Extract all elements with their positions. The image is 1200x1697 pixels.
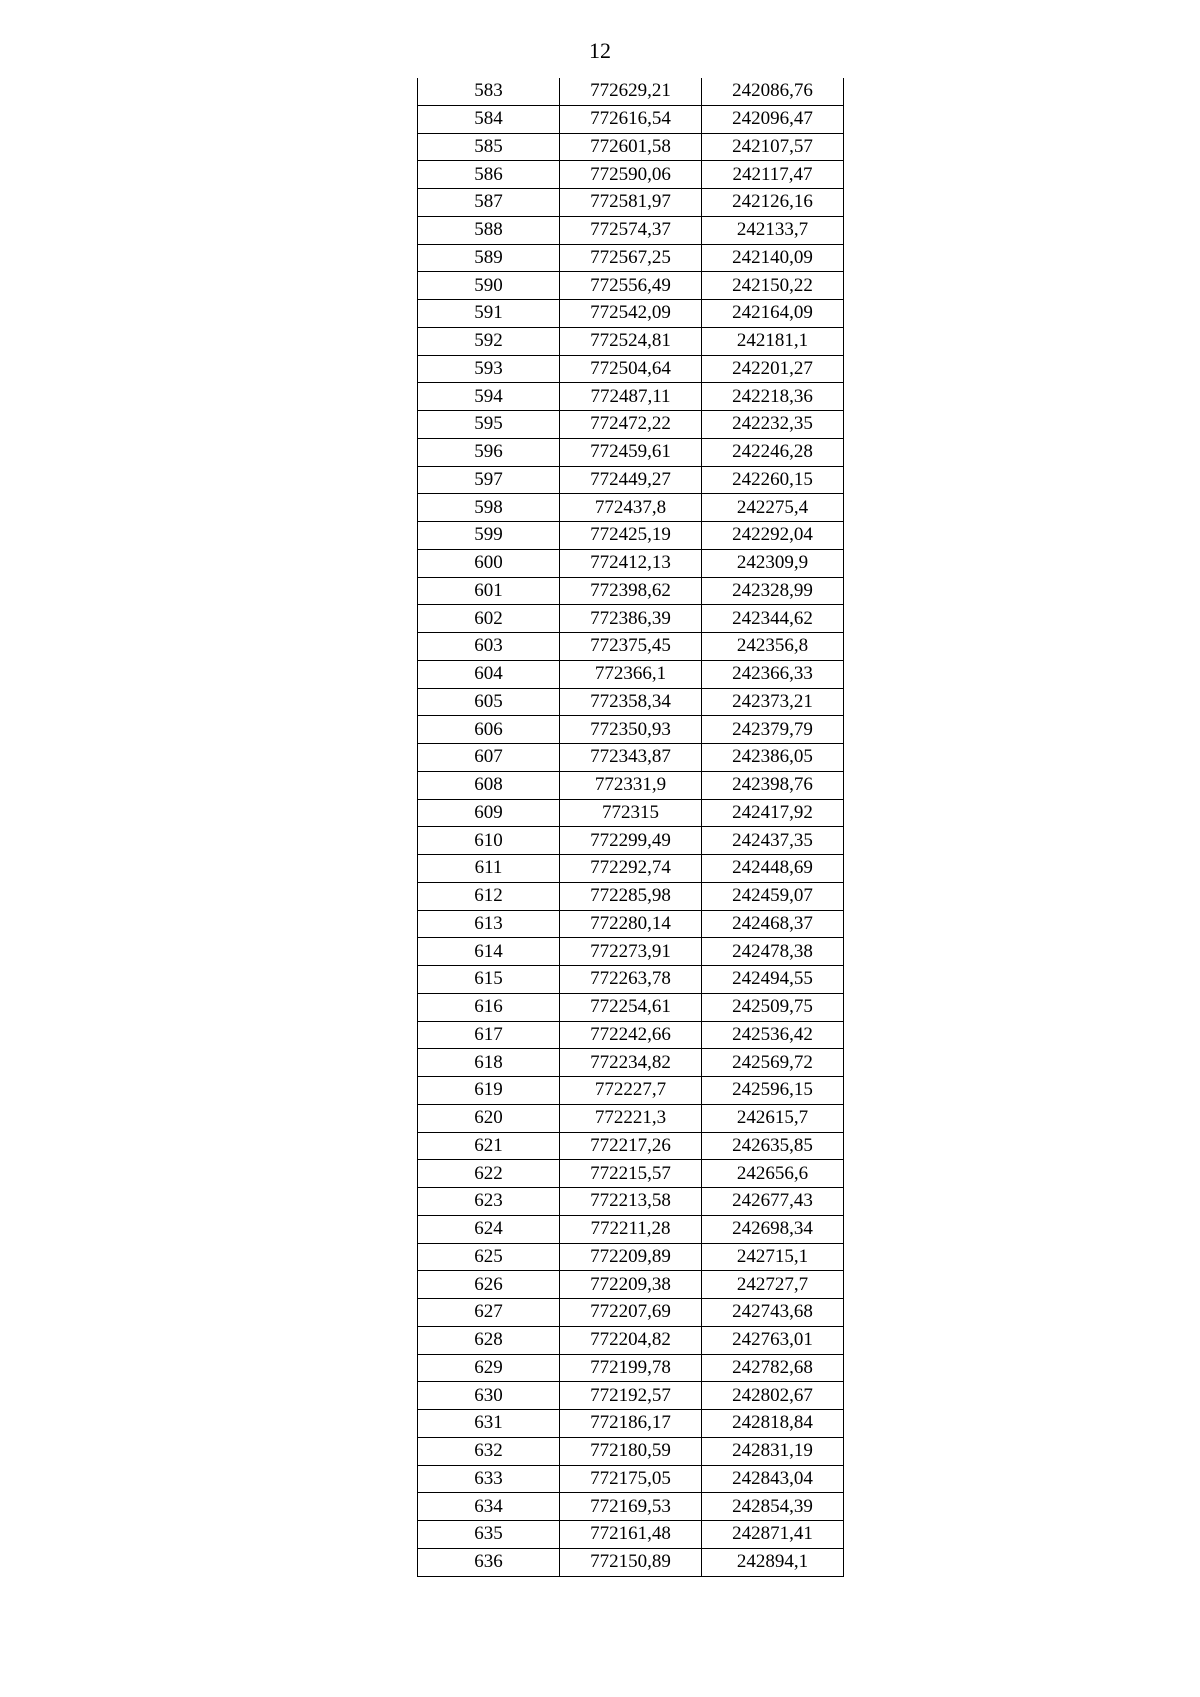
table-row — [418, 549, 844, 577]
x-coordinate-cell: 772472,22 — [560, 411, 702, 439]
x-coordinate-cell: 772280,14 — [560, 910, 702, 938]
table-row — [418, 1271, 844, 1299]
x-coordinate-cell: 772234,82 — [560, 1049, 702, 1077]
table-row — [418, 1382, 844, 1410]
x-coordinate-cell: 772437,8 — [560, 494, 702, 522]
point-number-cell: 611 — [418, 855, 560, 883]
point-number-cell: 610 — [418, 827, 560, 855]
y-coordinate-cell: 242344,62 — [702, 605, 844, 633]
x-coordinate-cell: 772221,3 — [560, 1104, 702, 1132]
x-coordinate-cell: 772180,59 — [560, 1437, 702, 1465]
y-coordinate-cell: 242743,68 — [702, 1299, 844, 1327]
table-row — [418, 910, 844, 938]
x-coordinate-cell: 772242,66 — [560, 1021, 702, 1049]
x-coordinate-cell: 772285,98 — [560, 882, 702, 910]
y-coordinate-cell: 242126,16 — [702, 189, 844, 217]
point-number-cell: 620 — [418, 1104, 560, 1132]
x-coordinate-cell: 772227,7 — [560, 1077, 702, 1105]
table-row — [418, 799, 844, 827]
point-number-cell: 614 — [418, 938, 560, 966]
y-coordinate-cell: 242309,9 — [702, 549, 844, 577]
table-row — [418, 1410, 844, 1438]
table-row — [418, 383, 844, 411]
point-number-cell: 599 — [418, 522, 560, 550]
y-coordinate-cell: 242459,07 — [702, 882, 844, 910]
y-coordinate-cell: 242715,1 — [702, 1243, 844, 1271]
y-coordinate-cell: 242677,43 — [702, 1188, 844, 1216]
point-number-cell: 626 — [418, 1271, 560, 1299]
table-row — [418, 605, 844, 633]
y-coordinate-cell: 242802,67 — [702, 1382, 844, 1410]
y-coordinate-cell: 242635,85 — [702, 1132, 844, 1160]
point-number-cell: 585 — [418, 133, 560, 161]
y-coordinate-cell: 242086,76 — [702, 78, 844, 105]
point-number-cell: 593 — [418, 355, 560, 383]
x-coordinate-cell: 772254,61 — [560, 993, 702, 1021]
x-coordinate-cell: 772150,89 — [560, 1548, 702, 1576]
point-number-cell: 589 — [418, 244, 560, 272]
point-number-cell: 586 — [418, 161, 560, 189]
point-number-cell: 624 — [418, 1215, 560, 1243]
y-coordinate-cell: 242596,15 — [702, 1077, 844, 1105]
point-number-cell: 618 — [418, 1049, 560, 1077]
y-coordinate-cell: 242292,04 — [702, 522, 844, 550]
point-number-cell: 590 — [418, 272, 560, 300]
y-coordinate-cell: 242164,09 — [702, 300, 844, 328]
point-number-cell: 584 — [418, 105, 560, 133]
y-coordinate-cell: 242727,7 — [702, 1271, 844, 1299]
point-number-cell: 619 — [418, 1077, 560, 1105]
table-row — [418, 577, 844, 605]
y-coordinate-cell: 242615,7 — [702, 1104, 844, 1132]
x-coordinate-cell: 772567,25 — [560, 244, 702, 272]
point-number-cell: 608 — [418, 771, 560, 799]
point-number-cell: 583 — [418, 78, 560, 105]
point-number-cell: 622 — [418, 1160, 560, 1188]
table-row — [418, 744, 844, 772]
x-coordinate-cell: 772273,91 — [560, 938, 702, 966]
y-coordinate-cell: 242107,57 — [702, 133, 844, 161]
point-number-cell: 596 — [418, 438, 560, 466]
x-coordinate-cell: 772350,93 — [560, 716, 702, 744]
table-row — [418, 438, 844, 466]
y-coordinate-cell: 242201,27 — [702, 355, 844, 383]
x-coordinate-cell: 772192,57 — [560, 1382, 702, 1410]
y-coordinate-cell: 242366,33 — [702, 660, 844, 688]
point-number-cell: 607 — [418, 744, 560, 772]
table-row — [418, 1160, 844, 1188]
table-row — [418, 1437, 844, 1465]
table-row — [418, 1021, 844, 1049]
page-number: 12 — [589, 38, 611, 63]
table-row — [418, 1215, 844, 1243]
x-coordinate-cell: 772211,28 — [560, 1215, 702, 1243]
table-row — [418, 411, 844, 439]
x-coordinate-cell: 772504,64 — [560, 355, 702, 383]
x-coordinate-cell: 772209,89 — [560, 1243, 702, 1271]
table-row — [418, 466, 844, 494]
x-coordinate-cell: 772629,21 — [560, 78, 702, 105]
table-row — [418, 827, 844, 855]
x-coordinate-cell: 772204,82 — [560, 1326, 702, 1354]
y-coordinate-cell: 242133,7 — [702, 216, 844, 244]
coordinates-table — [417, 78, 844, 1577]
y-coordinate-cell: 242468,37 — [702, 910, 844, 938]
point-number-cell: 623 — [418, 1188, 560, 1216]
point-number-cell: 598 — [418, 494, 560, 522]
y-coordinate-cell: 242437,35 — [702, 827, 844, 855]
y-coordinate-cell: 242843,04 — [702, 1465, 844, 1493]
table-row — [418, 78, 844, 105]
x-coordinate-cell: 772292,74 — [560, 855, 702, 883]
x-coordinate-cell: 772199,78 — [560, 1354, 702, 1382]
x-coordinate-cell: 772263,78 — [560, 966, 702, 994]
x-coordinate-cell: 772556,49 — [560, 272, 702, 300]
y-coordinate-cell: 242096,47 — [702, 105, 844, 133]
table-row — [418, 327, 844, 355]
table-row — [418, 1299, 844, 1327]
point-number-cell: 595 — [418, 411, 560, 439]
x-coordinate-cell: 772213,58 — [560, 1188, 702, 1216]
table-row — [418, 1465, 844, 1493]
y-coordinate-cell: 242275,4 — [702, 494, 844, 522]
x-coordinate-cell: 772299,49 — [560, 827, 702, 855]
table-row — [418, 1326, 844, 1354]
y-coordinate-cell: 242536,42 — [702, 1021, 844, 1049]
point-number-cell: 625 — [418, 1243, 560, 1271]
point-number-cell: 636 — [418, 1548, 560, 1576]
table-row — [418, 189, 844, 217]
point-number-cell: 634 — [418, 1493, 560, 1521]
x-coordinate-cell: 772601,58 — [560, 133, 702, 161]
y-coordinate-cell: 242698,34 — [702, 1215, 844, 1243]
y-coordinate-cell: 242140,09 — [702, 244, 844, 272]
point-number-cell: 587 — [418, 189, 560, 217]
table-row — [418, 1521, 844, 1549]
x-coordinate-cell: 772449,27 — [560, 466, 702, 494]
point-number-cell: 630 — [418, 1382, 560, 1410]
x-coordinate-cell: 772386,39 — [560, 605, 702, 633]
y-coordinate-cell: 242246,28 — [702, 438, 844, 466]
x-coordinate-cell: 772161,48 — [560, 1521, 702, 1549]
table-row — [418, 993, 844, 1021]
point-number-cell: 606 — [418, 716, 560, 744]
point-number-cell: 588 — [418, 216, 560, 244]
table-row — [418, 1188, 844, 1216]
y-coordinate-cell: 242417,92 — [702, 799, 844, 827]
x-coordinate-cell: 772366,1 — [560, 660, 702, 688]
table-row — [418, 522, 844, 550]
table-row — [418, 1049, 844, 1077]
x-coordinate-cell: 772215,57 — [560, 1160, 702, 1188]
table-row — [418, 272, 844, 300]
y-coordinate-cell: 242854,39 — [702, 1493, 844, 1521]
point-number-cell: 592 — [418, 327, 560, 355]
table-row — [418, 355, 844, 383]
point-number-cell: 609 — [418, 799, 560, 827]
point-number-cell: 597 — [418, 466, 560, 494]
x-coordinate-cell: 772375,45 — [560, 633, 702, 661]
point-number-cell: 632 — [418, 1437, 560, 1465]
x-coordinate-cell: 772315 — [560, 799, 702, 827]
y-coordinate-cell: 242448,69 — [702, 855, 844, 883]
y-coordinate-cell: 242831,19 — [702, 1437, 844, 1465]
x-coordinate-cell: 772542,09 — [560, 300, 702, 328]
table-row — [418, 716, 844, 744]
point-number-cell: 613 — [418, 910, 560, 938]
point-number-cell: 602 — [418, 605, 560, 633]
y-coordinate-cell: 242818,84 — [702, 1410, 844, 1438]
y-coordinate-cell: 242782,68 — [702, 1354, 844, 1382]
point-number-cell: 603 — [418, 633, 560, 661]
table-row — [418, 1077, 844, 1105]
y-coordinate-cell: 242260,15 — [702, 466, 844, 494]
table-row — [418, 216, 844, 244]
point-number-cell: 612 — [418, 882, 560, 910]
y-coordinate-cell: 242150,22 — [702, 272, 844, 300]
table-row — [418, 660, 844, 688]
table-row — [418, 938, 844, 966]
y-coordinate-cell: 242181,1 — [702, 327, 844, 355]
point-number-cell: 615 — [418, 966, 560, 994]
y-coordinate-cell: 242763,01 — [702, 1326, 844, 1354]
table-row — [418, 966, 844, 994]
table-row — [418, 1104, 844, 1132]
point-number-cell: 621 — [418, 1132, 560, 1160]
x-coordinate-cell: 772524,81 — [560, 327, 702, 355]
point-number-cell: 627 — [418, 1299, 560, 1327]
x-coordinate-cell: 772175,05 — [560, 1465, 702, 1493]
y-coordinate-cell: 242218,36 — [702, 383, 844, 411]
table-row — [418, 1354, 844, 1382]
point-number-cell: 617 — [418, 1021, 560, 1049]
y-coordinate-cell: 242373,21 — [702, 688, 844, 716]
point-number-cell: 629 — [418, 1354, 560, 1382]
x-coordinate-cell: 772398,62 — [560, 577, 702, 605]
x-coordinate-cell: 772186,17 — [560, 1410, 702, 1438]
point-number-cell: 628 — [418, 1326, 560, 1354]
table-row — [418, 633, 844, 661]
x-coordinate-cell: 772331,9 — [560, 771, 702, 799]
table-row — [418, 244, 844, 272]
table-row — [418, 771, 844, 799]
y-coordinate-cell: 242356,8 — [702, 633, 844, 661]
table-row — [418, 1548, 844, 1576]
x-coordinate-cell: 772616,54 — [560, 105, 702, 133]
table-row — [418, 688, 844, 716]
x-coordinate-cell: 772581,97 — [560, 189, 702, 217]
x-coordinate-cell: 772574,37 — [560, 216, 702, 244]
x-coordinate-cell: 772425,19 — [560, 522, 702, 550]
point-number-cell: 635 — [418, 1521, 560, 1549]
y-coordinate-cell: 242386,05 — [702, 744, 844, 772]
table-row — [418, 161, 844, 189]
table-row — [418, 882, 844, 910]
y-coordinate-cell: 242509,75 — [702, 993, 844, 1021]
point-number-cell: 594 — [418, 383, 560, 411]
y-coordinate-cell: 242478,38 — [702, 938, 844, 966]
x-coordinate-cell: 772412,13 — [560, 549, 702, 577]
y-coordinate-cell: 242569,72 — [702, 1049, 844, 1077]
table-row — [418, 300, 844, 328]
point-number-cell: 601 — [418, 577, 560, 605]
x-coordinate-cell: 772217,26 — [560, 1132, 702, 1160]
x-coordinate-cell: 772487,11 — [560, 383, 702, 411]
y-coordinate-cell: 242379,79 — [702, 716, 844, 744]
y-coordinate-cell: 242398,76 — [702, 771, 844, 799]
point-number-cell: 591 — [418, 300, 560, 328]
point-number-cell: 616 — [418, 993, 560, 1021]
y-coordinate-cell: 242871,41 — [702, 1521, 844, 1549]
x-coordinate-cell: 772590,06 — [560, 161, 702, 189]
y-coordinate-cell: 242656,6 — [702, 1160, 844, 1188]
point-number-cell: 633 — [418, 1465, 560, 1493]
table-row — [418, 494, 844, 522]
x-coordinate-cell: 772209,38 — [560, 1271, 702, 1299]
x-coordinate-cell: 772343,87 — [560, 744, 702, 772]
y-coordinate-cell: 242117,47 — [702, 161, 844, 189]
table-row — [418, 105, 844, 133]
table-row — [418, 1243, 844, 1271]
y-coordinate-cell: 242894,1 — [702, 1548, 844, 1576]
table-row — [418, 855, 844, 883]
table-row — [418, 133, 844, 161]
coordinates-table-body — [418, 78, 844, 1576]
table-row — [418, 1132, 844, 1160]
table-row — [418, 1493, 844, 1521]
y-coordinate-cell: 242328,99 — [702, 577, 844, 605]
x-coordinate-cell: 772358,34 — [560, 688, 702, 716]
y-coordinate-cell: 242232,35 — [702, 411, 844, 439]
x-coordinate-cell: 772169,53 — [560, 1493, 702, 1521]
x-coordinate-cell: 772207,69 — [560, 1299, 702, 1327]
point-number-cell: 631 — [418, 1410, 560, 1438]
x-coordinate-cell: 772459,61 — [560, 438, 702, 466]
point-number-cell: 605 — [418, 688, 560, 716]
y-coordinate-cell: 242494,55 — [702, 966, 844, 994]
point-number-cell: 604 — [418, 660, 560, 688]
point-number-cell: 600 — [418, 549, 560, 577]
